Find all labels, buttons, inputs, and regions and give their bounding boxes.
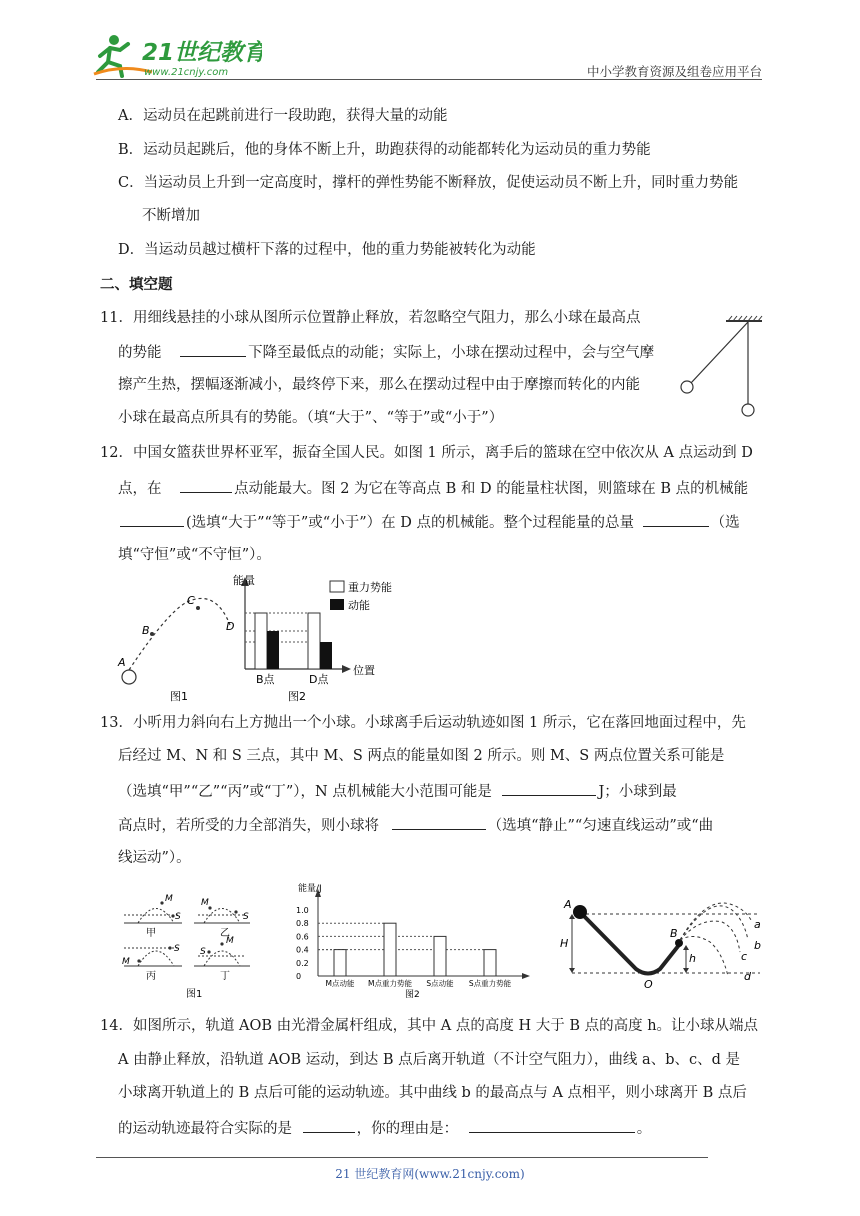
- bar-d-kinetic: [320, 642, 332, 669]
- option-d: D．当运动员越过横杆下落的过程中，他的重力势能被转化为动能: [118, 242, 536, 258]
- q13-text: J；小球到最: [598, 784, 677, 800]
- q13-energy-chart: [288, 880, 538, 1002]
- q13-line2: 后经过 M、N 和 S 三点，其中 M、S 两点的能量如图 2 所示。则 M、S 两点位置关系可能是: [118, 748, 725, 764]
- bar-b-kinetic: [267, 631, 279, 669]
- fig1-m-ding: M: [226, 936, 234, 946]
- q14-line2: A 由静止释放，沿轨道 AOB 运动，到达 B 点后离开轨道（不计空气阻力），曲线 a、b、c、d 是: [118, 1052, 740, 1068]
- fig1-s-yi: S: [243, 912, 249, 922]
- q12-blank-2[interactable]: [120, 511, 184, 527]
- q12-figure: [112, 570, 422, 705]
- option-c: C．当运动员上升到一定高度时，撑杆的弹性势能不断释放，促使运动员不断上升，同时重力势能: [118, 175, 739, 191]
- q12-text: (选填“大于”“等于”或“小于”）在 D 点的机械能。整个过程能量的总量: [186, 515, 634, 531]
- q13-text: 高点时，若所受的力全部消失，则小球将: [118, 818, 379, 834]
- q14-blank-1[interactable]: [303, 1117, 355, 1133]
- track-label-h-small: h: [689, 952, 696, 965]
- fig1-label-d: D: [226, 620, 235, 633]
- q12-text: 点，在: [118, 481, 162, 497]
- fig1-label-c: C: [187, 594, 195, 607]
- track-label-a: A: [564, 898, 572, 911]
- chart-caption: 图2: [405, 990, 420, 1000]
- q11-line4: [118, 408, 503, 428]
- fig1-label-b: B: [142, 624, 150, 637]
- q14-line4: [118, 1117, 651, 1139]
- q12-blank-1[interactable]: [180, 477, 232, 493]
- q14-line3: 小球离开轨道上的 B 点后可能的运动轨迹。其中曲线 b 的最高点与 A 点相平，则小球离开 B 点后: [118, 1085, 747, 1101]
- q11-line2: [118, 341, 654, 363]
- fig1-s-bing: S: [174, 944, 180, 954]
- track-curve-b: b: [754, 939, 761, 952]
- y-tick-label: 0.4: [296, 945, 309, 955]
- q13-line4: [118, 814, 713, 836]
- fig1-caption: 图1: [186, 989, 203, 1000]
- legend-potential: 重力势能: [348, 581, 392, 594]
- energy-bar: [434, 936, 446, 976]
- fig1-m-jia: M: [165, 894, 173, 904]
- category-label: M点动能: [325, 979, 355, 988]
- track-curve-a: a: [754, 918, 761, 931]
- q14-text: 。: [636, 1121, 652, 1137]
- fig1-s-ding: S: [200, 947, 206, 957]
- energy-bar: [384, 923, 396, 976]
- q11-line3: 擦产生热，摆幅逐渐减小，最终停下来，那么在摆动过程中由于摩擦而转化的内能: [118, 377, 640, 393]
- q12-blank-3[interactable]: [643, 511, 709, 527]
- y-tick-label: 1.0: [296, 906, 309, 915]
- q13-track-figure: [560, 892, 770, 992]
- q13-text: （选填“甲”“乙”“丙”或“丁”），N 点机械能大小范围可能是: [118, 784, 492, 800]
- fig1-jia: 甲: [146, 928, 156, 939]
- fig2-cat-d: D点: [309, 673, 329, 686]
- q14-line1: 14．如图所示，轨道 AOB 由光滑金属杆组成，其中 A 点的高度 H 大于 B 点的高度 h。让小球从端点: [100, 1018, 759, 1034]
- q12-line3: [120, 511, 740, 533]
- fig1-ding: 丁: [220, 971, 230, 982]
- q11-blank-1[interactable]: [180, 341, 246, 357]
- chart-ylabel: 能量/J: [298, 884, 322, 894]
- category-label: M点重力势能: [368, 979, 412, 988]
- option-b: B．运动员起跳后，他的身体不断上升，助跑获得的动能都转化为运动员的重力势能: [118, 142, 651, 158]
- logo-text: 21世纪教育: [142, 40, 262, 66]
- option-a: A．运动员在起跳前进行一段助跑，获得大量的动能: [118, 108, 448, 124]
- fig2-ylabel: 能量: [233, 574, 255, 587]
- pendulum-figure: [676, 314, 772, 424]
- bar-d-potential: [308, 613, 320, 669]
- platform-title: 中小学教育资源及组卷应用平台: [586, 64, 762, 79]
- y-tick-label: 0.6: [296, 932, 309, 942]
- q13-blank-3[interactable]: [392, 814, 486, 830]
- option-c-cont: 不断增加: [142, 208, 200, 224]
- section-title: 二、填空题: [100, 277, 173, 293]
- q14-text: 的运动轨迹最符合实际的是: [118, 1121, 292, 1137]
- q12-text: （选: [710, 515, 740, 531]
- y-tick-label: 0: [296, 972, 302, 981]
- fig2-xlabel: 位置: [353, 664, 375, 677]
- y-tick-label: 0.2: [296, 958, 309, 968]
- q11-text: 的势能: [118, 345, 162, 361]
- legend-kinetic: 动能: [348, 599, 370, 612]
- q13-blank-2[interactable]: [502, 780, 596, 796]
- footer-rule: [96, 1157, 708, 1158]
- q12-line1: 12．中国女篮获世界杯亚军，振奋全国人民。如图 1 所示，离手后的篮球在空中依次从 A 点运动到 D: [100, 445, 753, 461]
- track-curve-c: c: [741, 950, 748, 963]
- q14-blank-2[interactable]: [469, 1117, 635, 1133]
- fig1-s-jia: S: [175, 912, 181, 922]
- category-label: S点动能: [426, 979, 454, 988]
- logo-url: www.21cnjy.com: [144, 67, 229, 78]
- footer-text: 21 世纪教育网(www.21cnjy.com): [335, 1167, 525, 1181]
- fig1-caption: 图1: [170, 690, 188, 703]
- energy-bar: [484, 950, 496, 976]
- site-logo: [92, 30, 262, 82]
- fig1-bing: 丙: [146, 971, 156, 982]
- q13-line3: [118, 780, 677, 802]
- q12-line2: [118, 477, 748, 499]
- q13-figure1: [118, 886, 274, 1001]
- q14-text: ，你的理由是：: [356, 1121, 459, 1137]
- q13-text: （选填“静止”“匀速直线运动”或“曲: [487, 818, 714, 834]
- q13-line5: 线运动”）。: [118, 850, 191, 866]
- fig2-caption: 图2: [288, 690, 306, 703]
- fig1-yi: 乙: [220, 928, 230, 939]
- q11-line1: 11．用细线悬挂的小球从图所示位置静止释放，若忽略空气阻力，那么小球在最高点: [100, 310, 641, 326]
- track-curve-d: d: [744, 970, 751, 983]
- q11-text: 小球在最高点所具有的势能。（填“大于”、“等于”或“小于”）: [118, 410, 504, 426]
- bar-b-potential: [255, 613, 267, 669]
- track-label-o: O: [644, 978, 653, 991]
- q11-text: 下降至最低点的动能；实际上，小球在摆动过程中，会与空气摩: [248, 345, 655, 361]
- fig1-m-bing: M: [122, 957, 130, 967]
- category-label: S点重力势能: [468, 979, 512, 988]
- y-tick-label: 0.8: [296, 919, 309, 929]
- energy-bar: [334, 950, 346, 976]
- q13-line1: 13．小听用力斜向右上方抛出一个小球。小球离手后运动轨迹如图 1 所示，它在落回地面过程中，先: [100, 715, 746, 731]
- header-rule: [96, 79, 762, 80]
- q12-line4: 填“守恒”或“不守恒”）。: [118, 547, 271, 563]
- track-label-h-big: H: [560, 937, 569, 950]
- fig1-label-a: A: [118, 656, 126, 669]
- fig2-cat-b: B点: [256, 673, 275, 686]
- q12-text: 点动能最大。图 2 为它在等高点 B 和 D 的能量柱状图，则篮球在 B 点的机械能: [234, 481, 749, 497]
- track-label-b: B: [670, 927, 678, 940]
- fig1-m-yi: M: [201, 898, 209, 908]
